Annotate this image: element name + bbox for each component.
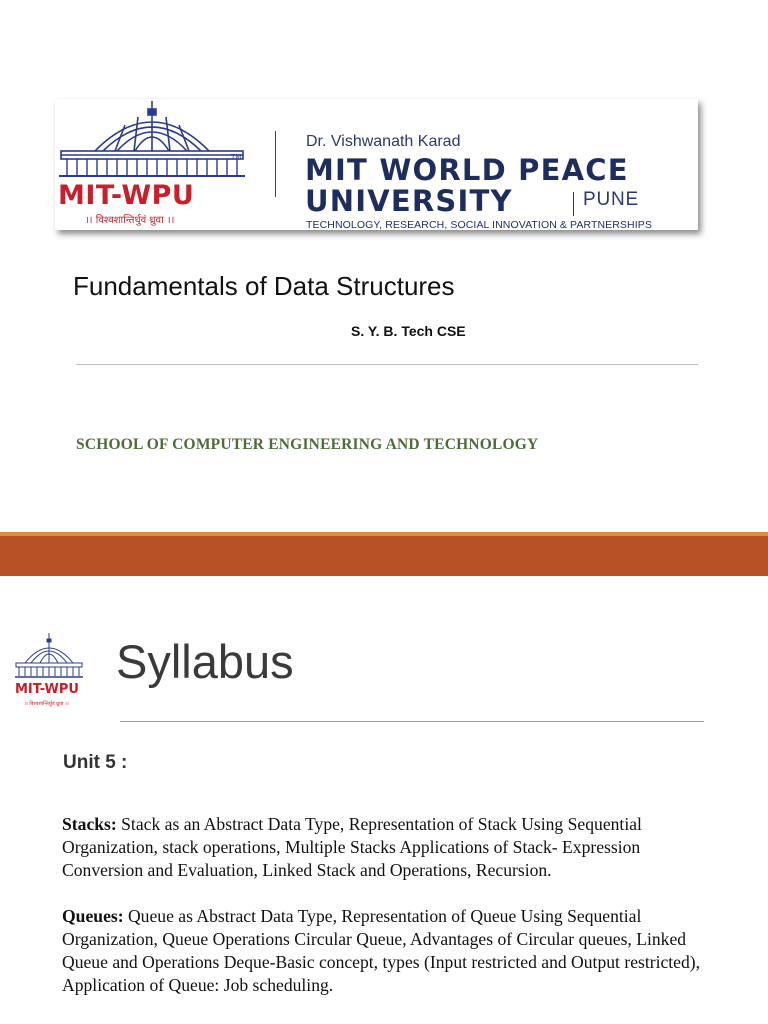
queues-text: Queue as Abstract Data Type, Representation of Queue Using Sequential Organization, Queue Operations Circular Queue, Advantages of Circular queues, Linked Queue and Operations Deque-Basic concept, types (Input restricted and Output restricted), Application of Queue: Job scheduling. [62, 906, 701, 995]
course-subtitle: S. Y. B. Tech CSE [351, 323, 466, 339]
slide-title: Syllabus [116, 635, 294, 688]
stacks-paragraph [62, 813, 712, 882]
slide-title-divider [120, 721, 704, 722]
small-logo-motto: ।। विश्वशान्तिर्धुवं ध्रुवा ।। [24, 701, 69, 707]
school-name: SCHOOL OF COMPUTER ENGINEERING AND TECHNOLOGY [76, 436, 539, 453]
stacks-label: Stacks: [62, 814, 117, 834]
title-divider [76, 364, 698, 365]
course-title: Fundamentals of Data Structures [73, 271, 455, 301]
dome-small-icon [15, 633, 83, 677]
queues-label: Queues: [62, 906, 124, 926]
syllabus-slide [0, 576, 768, 1024]
university-banner [55, 99, 698, 230]
university-prefix: Dr. Vishwanath Karad [306, 133, 461, 150]
university-name-line1: MIT WORLD PEACE [305, 153, 629, 187]
small-logo-text: MIT-WPU [15, 682, 79, 697]
university-name-line2: UNIVERSITY [305, 184, 513, 218]
dome-icon [59, 101, 245, 176]
queues-paragraph [62, 905, 712, 997]
logo-motto: ।। विश्वशान्तिर्धुवं ध्रुवा ।। [85, 215, 175, 226]
logo-text: MIT-WPU [58, 180, 195, 211]
stacks-text: Stack as an Abstract Data Type, Representation of Stack Using Sequential Organization, stack operations, Multiple Stacks Applications of Stack- Expression Conversion and Evaluation, Linked Stack and Operations, Recursion. [62, 814, 642, 880]
mit-wpu-small-logo [13, 631, 93, 713]
logo-tm: TM [231, 153, 242, 161]
university-tagline: TECHNOLOGY, RESEARCH, SOCIAL INNOVATION & PARTNERSHIPS [306, 219, 652, 231]
city-separator [573, 192, 574, 216]
mit-wpu-logo [55, 99, 275, 230]
slide-separator-band [0, 532, 768, 576]
university-city: PUNE [583, 189, 639, 210]
banner-divider [275, 131, 276, 197]
unit-label: Unit 5 : [63, 752, 128, 773]
